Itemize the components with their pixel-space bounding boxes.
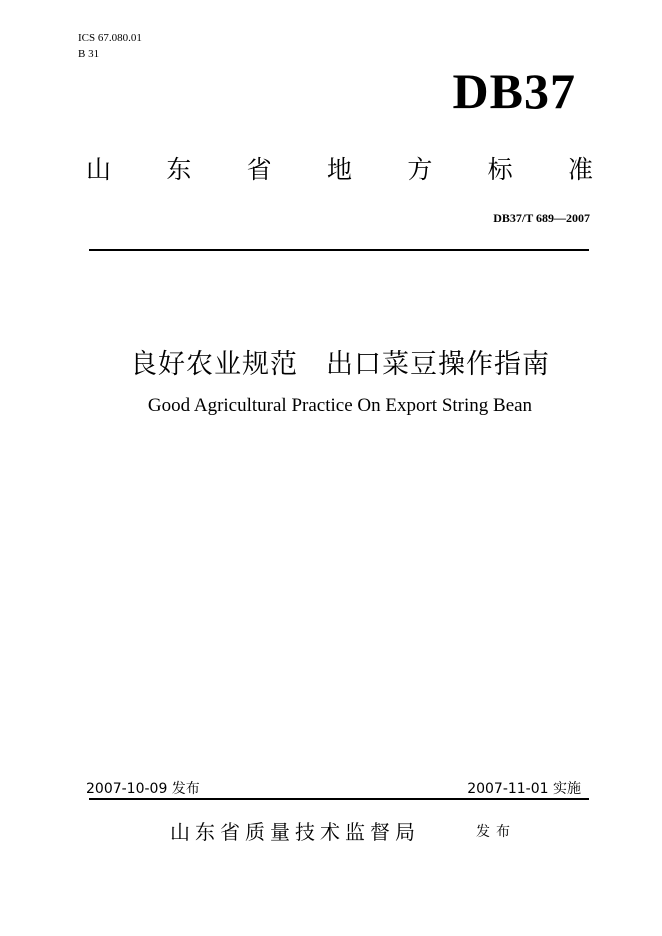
standard-type-char: 标: [487, 155, 513, 184]
standard-type-char: 地: [326, 155, 352, 184]
issue-label: 发布: [476, 824, 516, 840]
implement-date: 2007-11-01 实施: [467, 781, 581, 797]
classification-codes: [78, 30, 142, 62]
standard-type-char: 省: [246, 155, 272, 184]
standard-type-char: 东: [166, 155, 192, 184]
issuing-authority: 山东省质量技术监督局: [170, 820, 420, 844]
db-code-logo: DB37: [452, 63, 576, 119]
standard-type: [86, 150, 593, 186]
ics-code: ICS 67.080.01: [78, 32, 142, 44]
title-english: Good Agricultural Practice On Export String Bean: [147, 395, 533, 416]
standard-type-char: 山: [86, 155, 112, 184]
standard-number: DB37/T 689—2007: [493, 211, 590, 225]
publish-date: 2007-10-09 发布: [86, 781, 200, 797]
standard-type-char: 准: [567, 155, 593, 184]
ccs-code: B 31: [78, 48, 100, 60]
bottom-divider: [89, 798, 589, 800]
top-divider: [89, 249, 589, 251]
standard-type-char: 方: [407, 155, 433, 184]
title-chinese: 良好农业规范 出口菜豆操作指南: [130, 349, 550, 380]
